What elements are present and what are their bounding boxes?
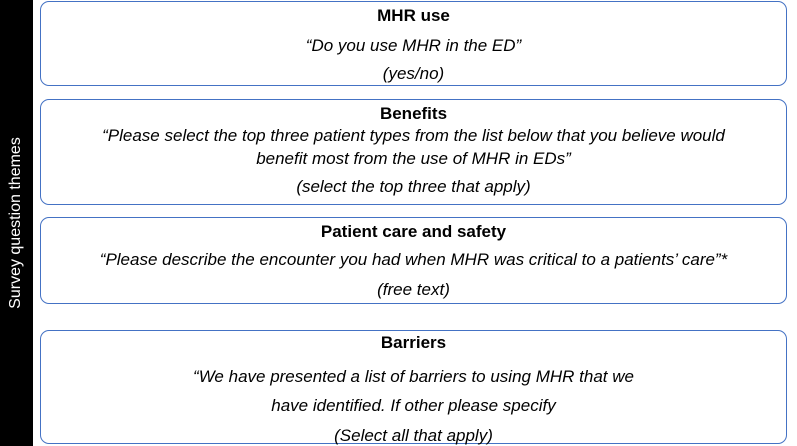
theme-question-line-1: “We have presented a list of barriers to using MHR that we — [193, 367, 634, 386]
sidebar-label: Survey question themes — [7, 137, 24, 309]
theme-box-mhr-use — [40, 1, 787, 86]
theme-question: “Do you use MHR in the ED” — [305, 36, 522, 55]
theme-title: Benefits — [379, 104, 448, 123]
theme-question: “Please describe the encounter you had when MHR was critical to a patients’ care”* — [99, 250, 728, 269]
theme-box-barriers — [40, 330, 787, 444]
sidebar — [0, 0, 33, 446]
theme-title: MHR use — [377, 6, 450, 25]
theme-instruction: (free text) — [377, 280, 450, 299]
theme-instruction: (select the top three that apply) — [296, 177, 531, 196]
theme-title: Patient care and safety — [320, 222, 507, 241]
theme-title: Barriers — [380, 333, 447, 352]
theme-instruction: (Select all that apply) — [334, 426, 493, 445]
theme-question-line-2: have identified. If other please specify — [271, 396, 556, 415]
theme-instruction: (yes/no) — [382, 64, 445, 83]
theme-box-patient-care-safety — [40, 217, 787, 304]
theme-box-benefits — [40, 99, 787, 205]
theme-question-line-2: benefit most from the use of MHR in EDs” — [256, 149, 571, 168]
theme-question-line-1: “Please select the top three patient types from the list below that you believe would — [102, 126, 725, 145]
